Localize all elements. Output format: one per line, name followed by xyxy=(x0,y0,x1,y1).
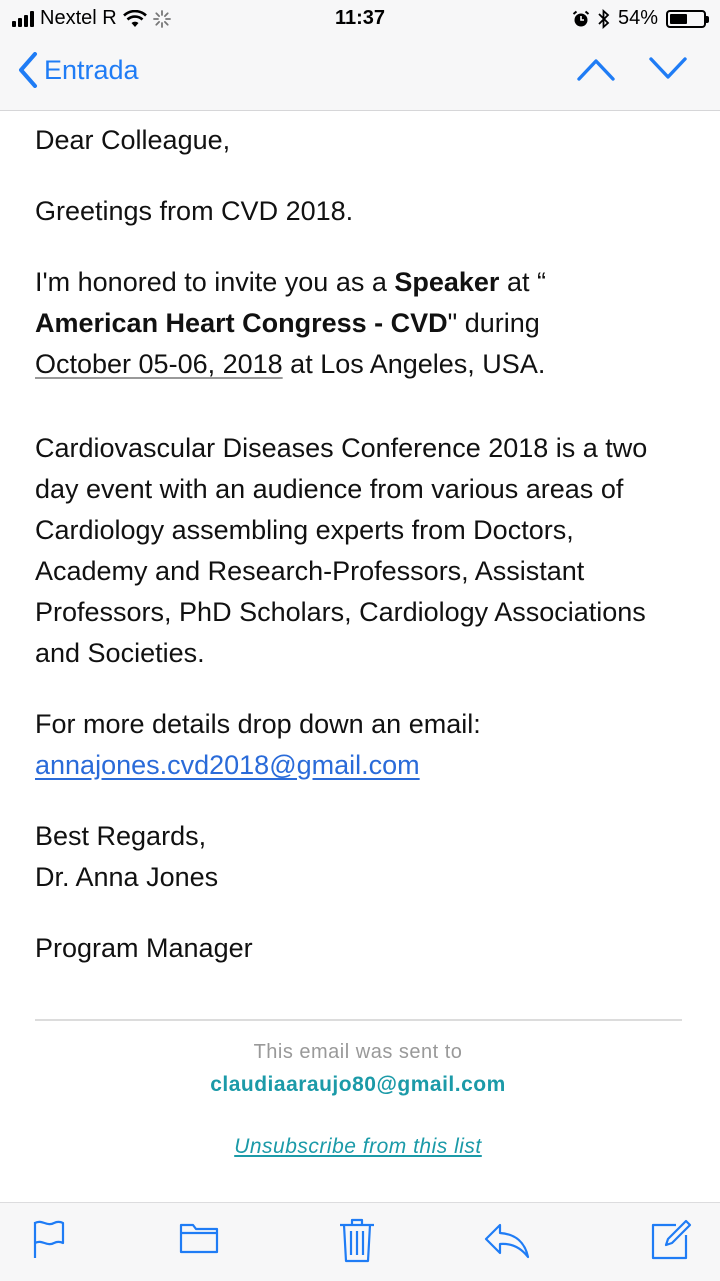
battery-level-fill xyxy=(670,14,687,24)
chevron-left-icon xyxy=(18,52,38,88)
invite-at: at “ xyxy=(499,267,546,297)
status-right xyxy=(572,7,706,30)
email-body xyxy=(35,120,685,999)
event-dates-link[interactable]: October 05-06, 2018 xyxy=(35,349,283,379)
compose-icon[interactable] xyxy=(650,1219,692,1261)
description-paragraph: Cardiovascular Diseases Conference 2018 is a two day event with an audience from various areas of Cardiology assembling experts from Doctors, Academy and Research-Professors, Assistant Professors, PhD Scholars, Cardiology Associations and Societies. xyxy=(35,433,648,668)
invite-during: " during xyxy=(447,308,540,338)
recipient-email[interactable]: claudiaaraujo80@gmail.com xyxy=(210,1073,506,1096)
invite-role: Speaker xyxy=(394,267,500,297)
unsubscribe-link[interactable]: Unsubscribe from this list xyxy=(234,1135,482,1158)
signature-name: Dr. Anna Jones xyxy=(35,862,219,892)
greetings-line: Greetings from CVD 2018. xyxy=(35,196,354,226)
closing: Best Regards, xyxy=(35,821,207,851)
invitation-paragraph xyxy=(35,262,685,385)
signature-title: Program Manager xyxy=(35,933,253,963)
contact-paragraph xyxy=(35,704,685,786)
sent-to-text: This email was sent to xyxy=(253,1041,463,1063)
chevron-down-icon[interactable] xyxy=(649,56,687,82)
trash-icon[interactable] xyxy=(338,1217,376,1263)
flag-icon[interactable] xyxy=(32,1219,66,1259)
reply-icon[interactable] xyxy=(484,1223,530,1259)
status-time: 11:37 xyxy=(334,7,386,29)
folder-icon[interactable] xyxy=(179,1219,219,1255)
battery-icon xyxy=(666,10,706,28)
invite-event: American Heart Congress - CVD xyxy=(35,308,448,338)
invite-intro: I'm honored to invite you as a xyxy=(35,267,395,297)
closing-paragraph xyxy=(35,816,685,898)
contact-text: For more details drop down an email: xyxy=(35,709,481,739)
back-button-label: Entrada xyxy=(44,54,139,85)
carrier-name: Nextel R xyxy=(40,7,117,29)
bluetooth-icon xyxy=(598,9,610,29)
contact-email-link[interactable]: annajones.cvd2018@gmail.com xyxy=(35,750,420,780)
chevron-up-icon[interactable] xyxy=(577,56,615,82)
status-bar xyxy=(0,0,720,38)
greeting: Dear Colleague, xyxy=(35,125,231,155)
back-button[interactable] xyxy=(18,52,139,88)
battery-percent: 54% xyxy=(617,7,658,29)
alarm-icon xyxy=(572,10,590,28)
bottom-toolbar xyxy=(0,1202,720,1281)
footer-divider xyxy=(35,1019,682,1021)
mail-nav-bar xyxy=(0,38,720,111)
invite-location: at Los Angeles, USA. xyxy=(282,349,546,379)
